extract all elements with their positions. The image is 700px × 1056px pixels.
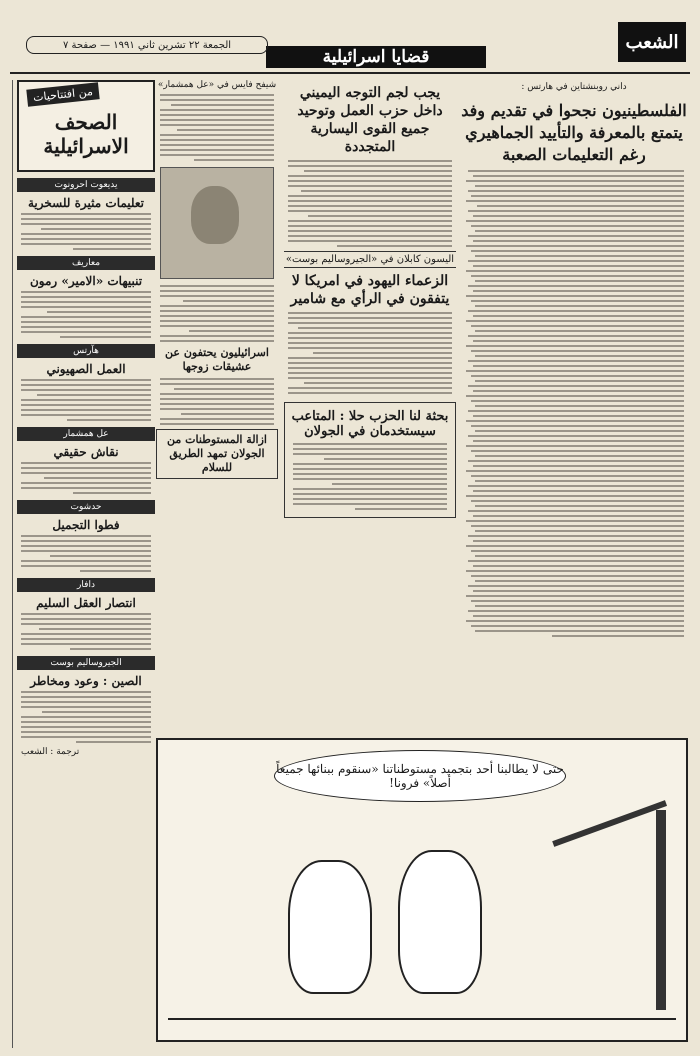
column-footer: ترجمة : الشعب bbox=[21, 747, 80, 757]
section-bar-7: الجيروساليم بوست bbox=[17, 656, 155, 670]
section-bar-3: هآرتس bbox=[17, 344, 155, 358]
lead-article bbox=[460, 80, 688, 730]
section-bar-5: حدشوت bbox=[17, 500, 155, 514]
center-headline: يجب لجم التوجه اليميني داخل حزب العمل وتوحيد جميع القوى اليسارية المتجددة bbox=[297, 85, 443, 155]
column-tag: من افتتاحيات bbox=[26, 82, 99, 106]
left-column-header bbox=[17, 80, 155, 172]
center-box-title: بحثة لنا الحزب حلا : المتاعب سيستخدمان في الجولان bbox=[291, 409, 449, 439]
header-rule bbox=[10, 72, 690, 74]
masthead-logo: الشعب bbox=[618, 22, 686, 62]
section-bar-1: يديعوت احرونوت bbox=[17, 178, 155, 192]
crane-tower bbox=[656, 810, 666, 1010]
section-bar-2: معاريف bbox=[17, 256, 155, 270]
section-title-4: نقاش حقيقي bbox=[53, 445, 119, 459]
cartoon-figure-right bbox=[398, 850, 482, 994]
section-title-6: انتصار العقل السليم bbox=[36, 596, 136, 610]
section-title-5: فطوا التجميل bbox=[52, 518, 120, 532]
mid-subhead-2: ازالة المستوطنات من الجولان تمهد الطريق للسلام bbox=[156, 429, 278, 479]
speech-balloon: حتى لا يطالبنا أحد بتجميد مستوطناتنا «سنقوم ببنائها جميعاً أصلاً» فرونا! bbox=[274, 750, 566, 802]
section-bar-6: دافار bbox=[17, 578, 155, 592]
lead-headline: الفلسطينيون نجحوا في تقديم وفد يتمتع بالمعرفة والتأييد الجماهيري رغم التعليمات الصعبة bbox=[461, 101, 687, 164]
mid-body-2 bbox=[160, 285, 274, 342]
cartoon-ground bbox=[168, 1018, 676, 1020]
lead-body bbox=[464, 170, 684, 637]
mid-byline: شيفح فايس في «عل همشمار» bbox=[157, 80, 277, 90]
editorial-cartoon bbox=[156, 738, 688, 1042]
center-box bbox=[284, 402, 456, 518]
portrait-face bbox=[191, 186, 239, 244]
mid-column bbox=[156, 80, 278, 730]
center-subhead: اليسون كابلان في «الجيروساليم بوست» bbox=[284, 251, 456, 268]
mid-body-1 bbox=[160, 94, 274, 161]
section-bar-4: عل همشمار bbox=[17, 427, 155, 441]
center-body-2 bbox=[288, 312, 452, 394]
page-header bbox=[8, 4, 692, 68]
left-column bbox=[12, 80, 155, 1048]
mid-body-3 bbox=[160, 378, 274, 425]
center-body-1 bbox=[288, 160, 452, 247]
section-title-7: الصين : وعود ومخاطر bbox=[30, 674, 142, 688]
cartoon-figure-left bbox=[288, 860, 372, 994]
portrait-photo bbox=[160, 167, 274, 279]
crane-arm bbox=[552, 800, 667, 847]
column-title: الصحف الاسرائيلية bbox=[43, 110, 129, 158]
section-title-1: تعليمات مثيرة للسخرية bbox=[27, 196, 145, 210]
mid-subhead: اسرائيليون يحتفون عن عشيقات زوجها bbox=[165, 346, 269, 373]
center-headline-2: الزعماء اليهود في امريكا لا يتفقون في الرأي مع شامير bbox=[290, 273, 450, 307]
center-article bbox=[284, 80, 456, 730]
section-title-2: تنبيهات «الامير» رمون bbox=[29, 274, 143, 288]
section-title-3: العمل الصهيوني bbox=[46, 362, 126, 376]
lead-byline: داني روبنشتاين في هارتس : bbox=[521, 82, 627, 92]
date-line: الجمعة ٢٢ تشرين ثاني ١٩٩١ — صفحة ٧ bbox=[26, 36, 268, 54]
section-banner: قضايا اسرائيلية bbox=[266, 46, 486, 68]
